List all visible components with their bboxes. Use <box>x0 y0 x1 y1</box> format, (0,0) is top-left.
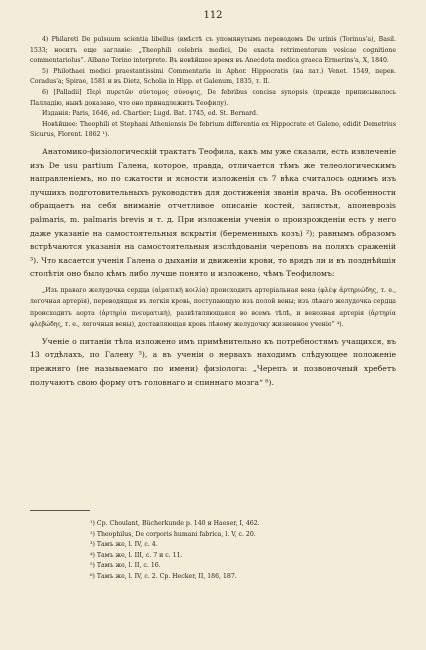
footnote-item: ²) Theophilus, De corporis humani fabrica, l. V, c. 20. <box>90 530 256 538</box>
main-text-continued <box>30 335 396 389</box>
reference-list <box>30 35 396 141</box>
footnote-divider <box>30 510 90 511</box>
reference-item: 5) Philothaei medici praestantissimi Commentaria in Aphor. Hippocratis (на лат.) Venet. 1549, перев. Coradus'a; Spirae, 1581 и въ Dietz, Scholia in Hipp. et Galenum, 1835, т. II. <box>30 67 396 86</box>
quotation-block <box>30 285 396 331</box>
reference-item: Изданія: Paris, 1646, ed. Chartier; Lugd. Bat. 1745, ed. St. Bernard. <box>42 110 258 118</box>
body-paragraph: Ученіе о питаніи тѣла изложено имъ примѣнительно къ потребностямъ учащихся, въ 13 отдѣлахъ, по Галену ⁵), а въ ученіи о нервахъ находимъ слѣдующее положеніе прежняго (не называемаго по имени) физіолога: „Черепъ и позвоночный хребетъ получаютъ свою форму отъ головнаго и спиннаго мозга“ ⁶). <box>30 336 396 387</box>
quote-paragraph: „Изъ праваго желудочка сердца (αἱματικὴ κοιλία) происходитъ артеріальная вена (φλὲψ ἀρτηριώδης, т. е., легочная артерія), переводящая въ легкія кровь, поступающую изъ полой вены; изъ лѣваго желудочка сердца происходитъ аорта (ἀρτηρία πνευματικὴ), развѣтвляющаяся во всемъ тѣлѣ, и венозная артерія (ἀρτηρία φλεβώδης, т. е., легочныя вены), доставляющая кровь лѣвому желудочку жизненное ученіе“ ⁴). <box>30 286 396 329</box>
footnote-item: ⁴) Тамъ же, l. III, c. 7 и c. 11. <box>90 551 183 559</box>
reference-item: 6) [Palladii] Περὶ πυρετῶν σύντομος σύνοψις, De febribus concisa synopsis (прежде приписывалось Палладію, нынѣ доказано, что оно принадлежитъ Теофилу). <box>30 88 396 107</box>
reference-item: Новѣйшее: Theophili et Stephani Atheniensis De febrium differentia ex Hippocrate et Galeno, edidit Demetrius Sicurus, Florent. 1862 ¹). <box>30 120 396 139</box>
body-paragraph: Анатомико-физіологическій трактатъ Теофила, какъ мы уже сказали, есть извлеченіе изъ De usu partium Галена, которое, правда, отличается тѣмъ же телеологическимъ направленіемъ, но по сжатости и ясности изложенія съ 7 вѣка считалось однимъ изъ лучшихъ подготовительныхъ руководствъ для достиженія званія врача. Въ особенности обращаетъ на себя вниманіе отчетливое описаніе костей, запястья, апоневрозis palmaris, m. palmaris brevis и т. д. При изложеніи ученія о произрожденіи есть у него даже указаніе на самостоятельныя вскрытія (беременныхъ козъ) ²); равнымъ образомъ встрѣчаются указанія на самостоятельныя изслѣдованія череповъ на поляхъ сраженій ³). Что касается ученія Галена о дыханіи и движеніи крови, то врядъ ли и въ позднѣйшія столѣтія оно было кѣмъ либо лучше понято и изложено, чѣмъ Теофиломъ: <box>30 146 396 279</box>
footnotes <box>30 510 396 583</box>
footnote-item: ¹) Cp. Choulant, Bücherkunde p. 140 и Haeser, I, 462. <box>90 520 260 527</box>
footnote-item: ⁵) Тамъ же, l. II, c. 16. <box>90 562 161 570</box>
reference-item: 4) Philareti De pulsuum scientia libellus (вмѣстѣ съ упомянутымъ переводомъ De urinis (Torinus'a), Basil. 1533; носитъ еще заглавіе: „Theophili celebris medici, De exacta retrimentorum vesicae cognitione commentariolus“. Albano Torino interprete. Въ новѣйшее время въ Anecdota medica graeca Ermerins'a, X, 1840. <box>30 36 396 65</box>
page-number: 112 <box>203 10 223 21</box>
footnote-item: ³) Тамъ же, l. IV, c. 4. <box>90 541 158 549</box>
footnote-item: ⁶) Тамъ же, l. IV, c. 2. Cp. Hecker, II, 186, 187. <box>90 572 237 580</box>
main-text <box>30 145 396 281</box>
